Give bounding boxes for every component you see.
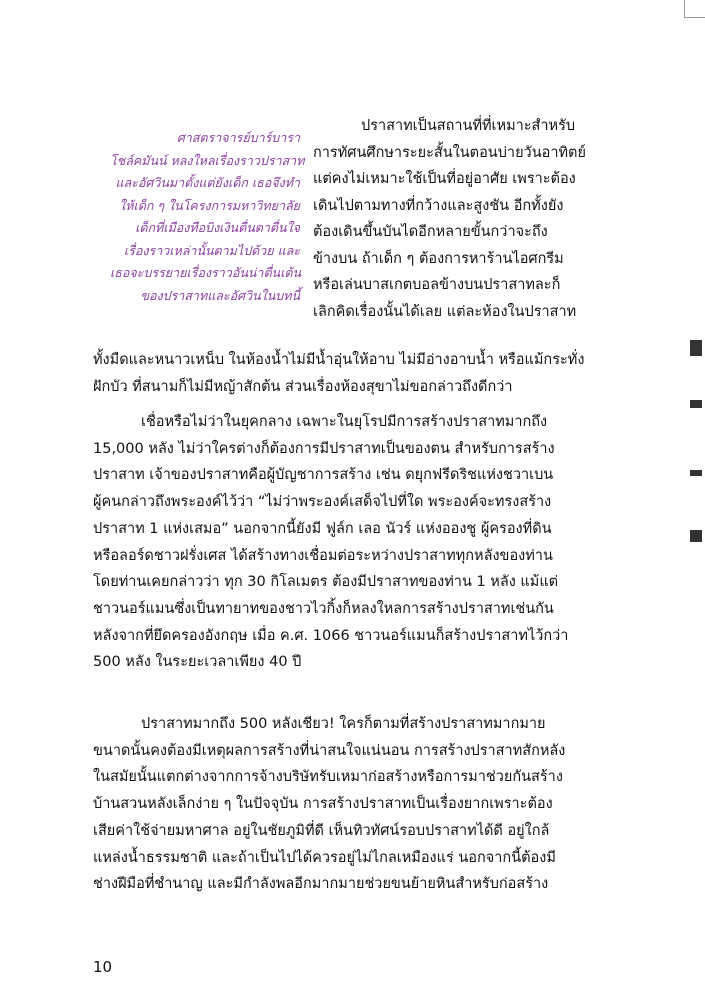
right-column-text: [313, 113, 603, 325]
body-line: ปราสาท 1 แห่งเสมอ” นอกจากนี้ยังมี ฟูล์ก เลอ นัวร์ แห่งอองชู ผู้ครองที่ดิน: [93, 520, 552, 537]
sidebar-line: โชล์คมันน์ หลงใหลเรื่องราวปราสาท: [110, 152, 305, 168]
edge-mark: [690, 530, 702, 542]
body-line: โดยท่านเคยกล่าวว่า ทุก 30 กิโลเมตร ต้องมีปราสาทของท่าน 1 หลัง แม้แต่: [93, 574, 559, 591]
sidebar-line: ของปราสาทและอัศวินในบทนี้: [140, 287, 300, 303]
body-line: 500 หลัง ในระยะเวลาเพียง 40 ปี: [93, 654, 302, 671]
paragraph-castle-building: [93, 711, 613, 898]
sidebar-line: ศาสตราจารย์บาร์บารา: [176, 130, 300, 145]
edge-mark: [690, 400, 702, 408]
body-line: หลังจากที่ยึดครองอังกฤษ เมื่อ ค.ศ. 1066 ชาวนอร์แมนก็สร้างปราสาทไว้กว่า: [93, 627, 569, 644]
sidebar-line: เรื่องราวเหล่านั้นตามไปด้วย และ: [123, 242, 300, 258]
body-line: เชื่อหรือไม่ว่าในยุคกลาง เฉพาะในยุโรปมีการสร้างปราสาทมากถึง: [141, 414, 548, 430]
body-line: เสียค่าใช้จ่ายมหาศาล อยู่ในชัยภูมิที่ดี เห็นทิวทัศน์รอบปราสาทได้ดี อยู่ใกล้: [93, 822, 550, 839]
body-line: ข้างบน ถ้าเด็ก ๆ ต้องการหาร้านไอศกรีม: [313, 250, 564, 267]
body-line: เลิกคิดเรื่องนั้นได้เลย แต่ละห้องในปราสาท: [313, 303, 577, 320]
body-line: ขนาดนั้นคงต้องมีเหตุผลการสร้างที่น่าสนใจแน่นอน การสร้างปราสาทสักหลัง: [93, 742, 566, 759]
sidebar-line: เด็กที่เมืองทือบิงเงินตื่นตาตื่นใจ: [135, 220, 300, 235]
body-line: บ้านสวนหลังเล็กง่าย ๆ ในปัจจุบัน การสร้างปราสาทเป็นเรื่องยากเพราะต้อง: [93, 796, 553, 813]
paragraph-continuation: [93, 347, 613, 400]
body-line: ฝักบัว ที่สนามก็ไม่มีหญ้าสักต้น ส่วนเรื่องห้องสุขาไม่ขอกล่าวถึงดีกว่า: [93, 378, 513, 395]
body-line: ในสมัยนั้นแตกต่างจากการจ้างบริษัทรับเหมาก่อสร้างหรือการมาช่วยกันสร้าง: [93, 769, 563, 786]
body-line: ทั้งมืดและหนาวเหน็บ ในห้องน้ำไม่มีน้ำอุ่นให้อาบ ไม่มีอ่างอาบน้ำ หรือแม้กระทั่ง: [93, 352, 585, 368]
body-line: 15,000 หลัง ไม่ว่าใครต่างก็ต้องการมีปราสาทเป็นของตน สำหรับการสร้าง: [93, 440, 555, 457]
sidebar-line: และอัศวินมาตั้งแต่ยังเด็ก เธอจึงทำ: [115, 175, 300, 190]
paragraph-middle-ages: [93, 409, 613, 676]
sidebar-caption: [110, 127, 305, 307]
crop-mark-horizontal: [684, 17, 705, 18]
crop-mark-vertical: [684, 0, 685, 18]
body-line: การทัศนศึกษาระยะสั้นในตอนบ่ายวันอาทิตย์: [313, 144, 586, 161]
body-line: แหล่งน้ำธรรมชาติ และถ้าเป็นไปได้ควรอยู่ไม่ไกลเหมืองแร่ นอกจากนี้ต้องมี: [93, 849, 556, 866]
body-line: เดินไปตามทางที่กว้างและสูงชัน อีกทั้งยัง: [313, 197, 564, 214]
edge-mark: [690, 470, 702, 476]
body-line: ชาวนอร์แมนซึ่งเป็นทายาทของชาวไวกิ้งก็หลงใหลการสร้างปราสาทเช่นกัน: [93, 600, 554, 617]
body-line: ต้องเดินขึ้นบันไดอีกหลายขั้นกว่าจะถึง: [313, 224, 548, 240]
bleed-edge-marks: [690, 340, 705, 560]
sidebar-line: ให้เด็ก ๆ ในโครงการมหาวิทยาลัย: [119, 197, 300, 213]
body-line: แต่คงไม่เหมาะใช้เป็นที่อยู่อาศัย เพราะต้อง: [313, 171, 576, 187]
body-line: หรือเล่นบาสเกตบอลข้างบนปราสาทละก็: [313, 277, 561, 293]
body-line: ปราสาทมากถึง 500 หลังเชียว! ใครก็ตามที่สร้างปราสาทมากมาย: [141, 716, 546, 732]
body-line: ปราสาทเป็นสถานที่ที่เหมาะสำหรับ: [361, 118, 576, 134]
body-line: ปราสาท เจ้าของปราสาทคือผู้บัญชาการสร้าง เช่น ดยุกฟรีดริชแห่งชวาเบน: [93, 467, 554, 484]
body-line: ผู้คนกล่าวถึงพระองค์ไว้ว่า “ไม่ว่าพระองค์เสด็จไปที่ใด พระองค์จะทรงสร้าง: [93, 494, 552, 511]
body-line: ช่างฝีมือที่ชำนาญ และมีกำลังพลอีกมากมายช่วยขนย้ายหินสำหรับก่อสร้าง: [93, 876, 549, 893]
sidebar-line: เธอจะบรรยายเรื่องราวอันน่าตื่นเต้น: [110, 265, 302, 280]
body-line: หรือลอร์ดชาวฝรั่งเศส ได้สร้างทางเชื่อมต่อระหว่างปราสาททุกหลังของท่าน: [93, 547, 553, 564]
page-number: 10: [93, 958, 113, 976]
edge-mark: [690, 340, 702, 356]
